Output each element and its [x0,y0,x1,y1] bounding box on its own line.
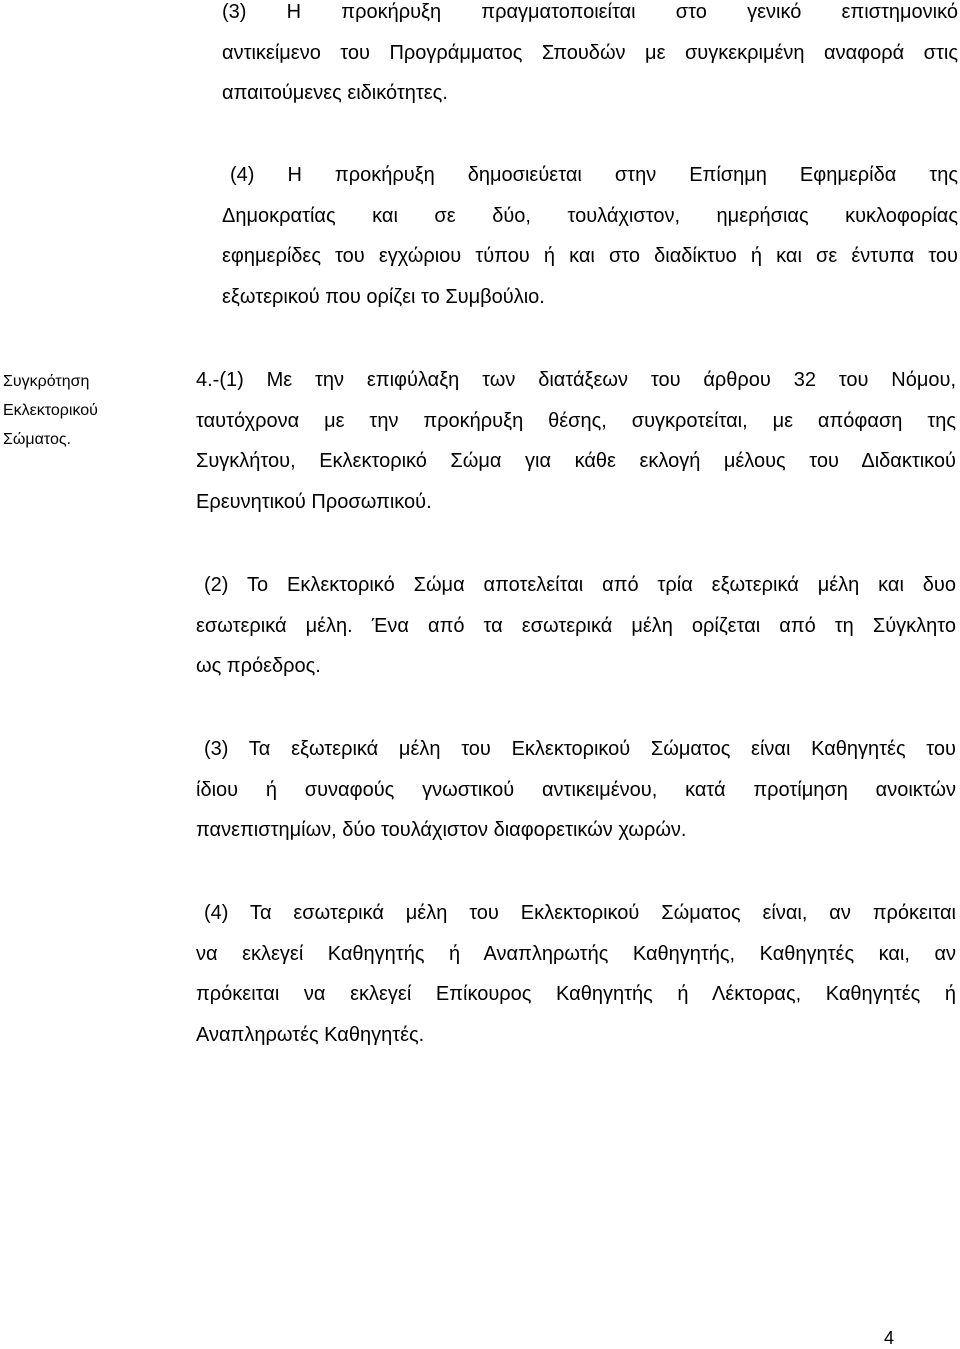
article-4-paragraph-3 [196,729,956,851]
article-4-paragraph-1 [196,360,956,522]
text-line: Συγκλήτου, Εκλεκτορικό Σώμα για κάθε εκλογή μέλους του Διδακτικού [196,450,956,472]
paragraph-4-announcement-publication [222,155,958,317]
text-line: πανεπιστημίων, δύο τουλάχιστον διαφορετικών χωρών. [196,819,687,841]
text-line: (2) Το Εκλεκτορικό Σώμα αποτελείται από τρία εξωτερικά μέλη και δυο [204,574,956,596]
text-line: εσωτερικά μέλη. Ένα από τα εσωτερικά μέλη ορίζεται από τη Σύγκλητο [196,614,956,637]
text-line: πρόκειται να εκλεγεί Επίκουρος Καθηγητής ή Λέκτορας, Καθηγητές ή [196,983,956,1005]
text-line: εφημερίδες του εγχώριου τύπου ή και στο διαδίκτυο ή και σε έντυπα του [222,245,958,267]
text-line: να εκλεγεί Καθηγητής ή Αναπληρωτής Καθηγητής, Καθηγητές και, αν [196,942,956,965]
margin-note-line: Συγκρότηση [3,373,90,390]
text-line: (4) Τα εσωτερικά μέλη του Εκλεκτορικού Σώματος είναι, αν πρόκειται [204,902,956,924]
text-line: αντικείμενο του Προγράμματος Σπουδών με συγκεκριμένη αναφορά στις [222,41,958,64]
text-line: απαιτούμενες ειδικότητες. [222,82,448,104]
margin-note-line: Εκλεκτορικού [3,402,98,419]
article-4-paragraph-4 [196,893,956,1055]
paragraph-3-announcement-subject [222,0,958,114]
article-4-paragraph-2 [196,565,956,687]
page-number: 4 [884,1328,895,1348]
text-line: Ερευνητικού Προσωπικού. [196,490,432,513]
margin-note-line: Σώματος. [3,431,71,448]
text-line: ως πρόεδρος. [196,655,321,677]
text-line: εξωτερικού που ορίζει το Συμβούλιο. [222,285,545,308]
text-line: ίδιου ή συναφούς γνωστικού αντικειμένου, κατά προτίμηση ανοικτών [196,778,956,801]
text-line: 4.-(1) Με την επιφύλαξη των διατάξεων του άρθρου 32 του Νόμου, [196,369,956,391]
text-line: (3) Η προκήρυξη πραγματοποιείται στο γενικό επιστημονικό [222,1,958,23]
text-line: Δημοκρατίας και σε δύο, τουλάχιστον, ημερήσιας κυκλοφορίας [222,204,958,227]
text-line: Αναπληρωτές Καθηγητές. [196,1023,425,1046]
text-line: (4) Η προκήρυξη δημοσιεύεται στην Επίσημη Εφημερίδα της [230,164,958,186]
text-line: ταυτόχρονα με την προκήρυξη θέσης, συγκροτείται, με απόφαση της [196,409,956,432]
text-line: (3) Τα εξωτερικά μέλη του Εκλεκτορικού Σώματος είναι Καθηγητές του [204,738,956,760]
margin-note-heading [3,367,163,454]
